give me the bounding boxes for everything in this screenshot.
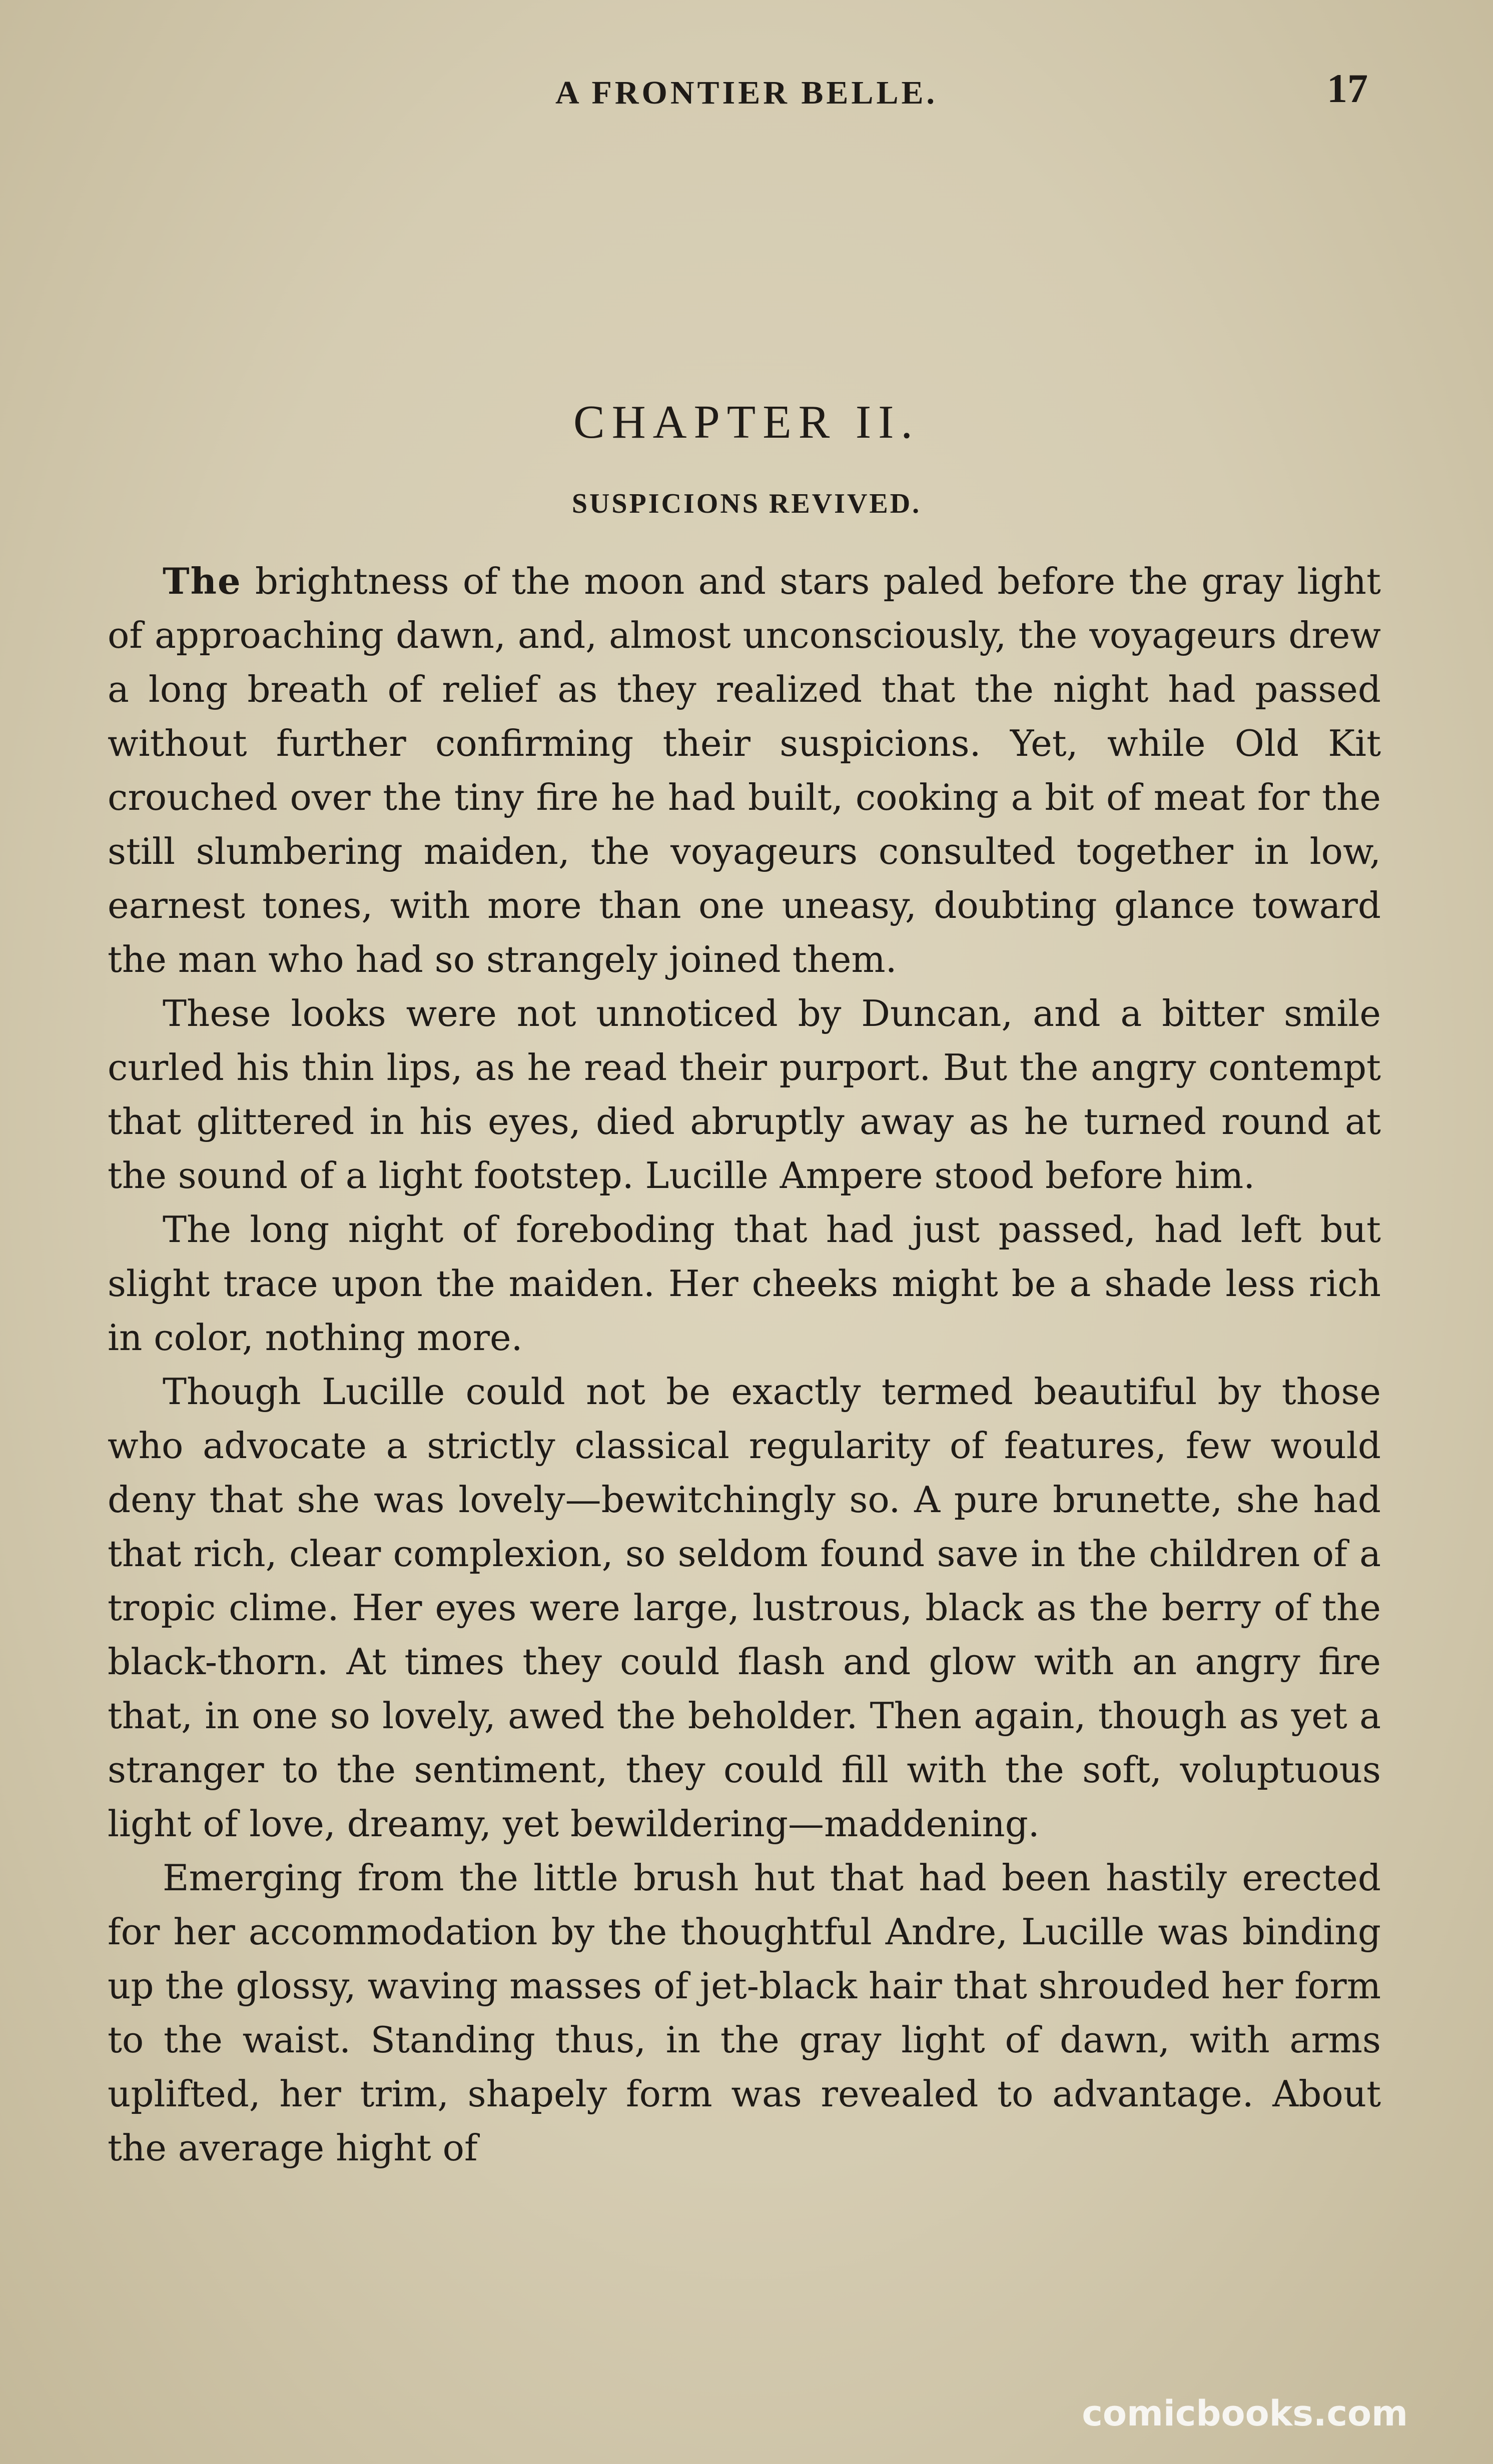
paragraph-3: The long night of foreboding that had just passed, had left but slight trace upon the maiden. Her cheeks might be a shade less rich in color, nothing more.: [108, 1208, 1381, 1359]
watermark: comicbooks.com: [1082, 2393, 1408, 2434]
paragraph-2: These looks were not unnoticed by Duncan, and a bitter smile curled his thin lips, as he read their purport. But the angry contempt that glittered in his eyes, died abruptly away as he turned round at the sound of a light footstep. Lucille Ampere stood before him.: [108, 992, 1381, 1196]
paragraph-4: Though Lucille could not be exactly termed beautiful by those who advocate a strictly classical regularity of features, few would deny that she was lovely—bewitchingly so. A pure brunette, she had that rich, clear complexion, so seldom found save in the children of a tropic clime. Her eyes were large, lustrous, black as the berry of the black-thorn. At times they could flash and glow with an angry fire that, in one so lovely, awed the beholder. Then again, though as yet a stranger to the sentiment, they could fill with the soft, voluptuous light of love, dreamy, yet bewildering—maddening.: [108, 1371, 1381, 1845]
paragraph-1: [108, 554, 1381, 986]
running-head: A FRONTIER BELLE.: [555, 75, 938, 111]
lead-in-word: The: [163, 560, 242, 602]
page-number: 17: [1327, 66, 1368, 111]
paragraph-5: Emerging from the little brush hut that had been hastily erected for her accommodation by the thoughtful Andre, Lucille was binding up the glossy, waving masses of jet-black hair that shrouded her form to the waist. Standing thus, in the gray light of dawn, with arms uplifted, her trim, shapely form was revealed to advantage. About the average hight of: [108, 1857, 1381, 2169]
page-header: [0, 65, 1493, 125]
body-text: [108, 554, 1381, 2175]
paragraph-1-text: brightness of the moon and stars paled before the gray light of approaching dawn, and, almost unconsciously, the voyageurs drew a long breath of relief as they realized that the night had passed without further confirming their suspicions. Yet, while Old Kit crouched over the tiny fire he had built, cooking a bit of meat for the still slumbering maiden, the voyageurs consulted together in low, earnest tones, with more than one uneasy, doubting glance toward the man who had so strangely joined them.: [108, 560, 1381, 980]
chapter-subtitle: SUSPICIONS REVIVED.: [571, 488, 922, 519]
chapter-title: CHAPTER II.: [573, 396, 920, 448]
